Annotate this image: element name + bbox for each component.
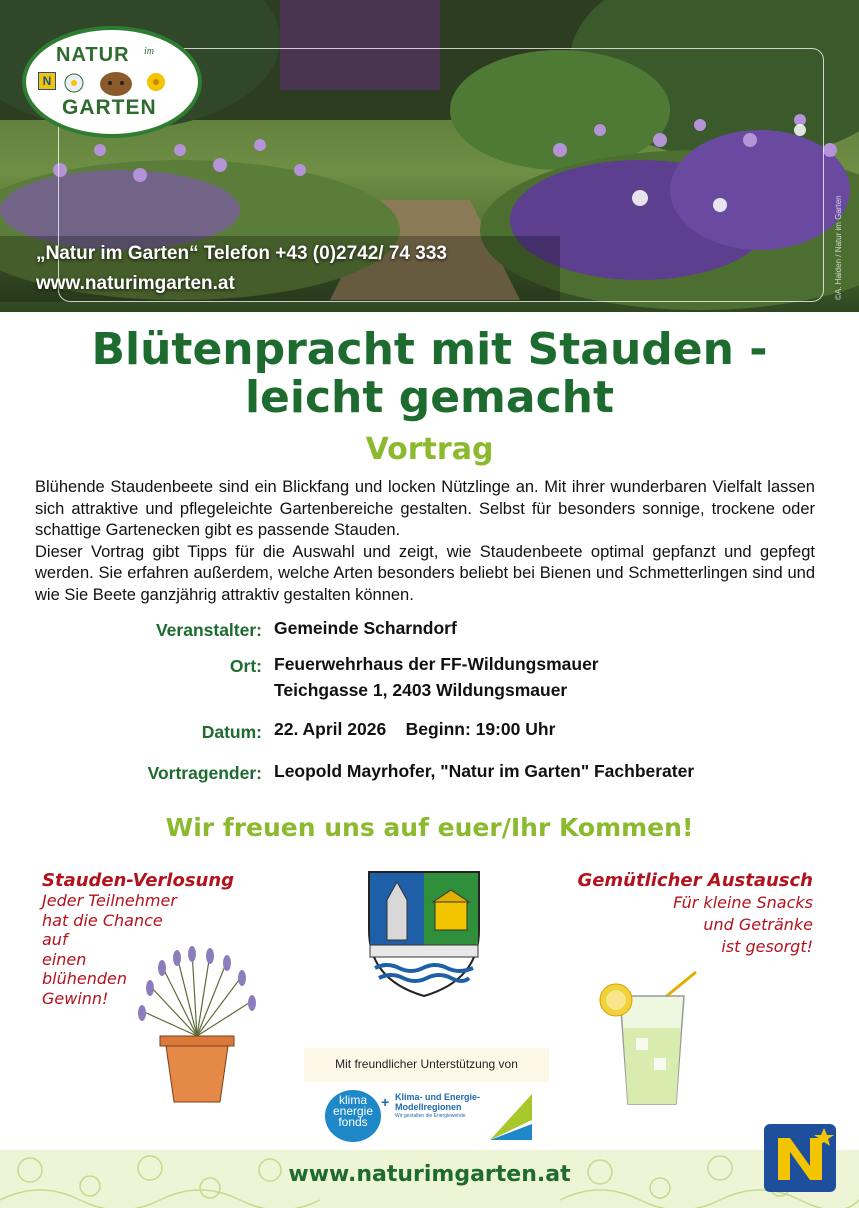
phone-line: „Natur im Garten“ Telefon +43 (0)2742/ 74 333: [36, 243, 447, 264]
organizer-value: Gemeinde Scharndorf: [274, 618, 457, 638]
noe-logo: [764, 1124, 836, 1192]
footer-website[interactable]: www.naturimgarten.at: [288, 1162, 571, 1187]
natur-im-garten-logo: [22, 26, 202, 138]
raffle-line: auf: [42, 930, 68, 950]
intro-paragraph-2: Dieser Vortrag gibt Tipps für die Auswahl und zeigt, wie Staudenbeete optimal gepfanzt und gepfegt werden. Sie erfahren außerdem, welche Arten besonders beliebt bei Bienen und Schmetterlingen sind und wie Sie Beete ganzjährig attraktiv gestalten können.: [35, 542, 815, 604]
logo-text-garten: GARTEN: [62, 96, 157, 119]
social-line: ist gesorgt!: [721, 937, 813, 956]
klima-fonds-line: klima: [338, 1093, 367, 1107]
social-line: und Getränke: [703, 915, 813, 934]
location-line-1: Feuerwehrhaus der FF-Wildungsmauer: [274, 654, 599, 674]
page-title-line-2: leicht gemacht: [244, 372, 615, 423]
raffle-line: einen: [42, 949, 87, 969]
noe-n-icon: [764, 1124, 836, 1192]
social-text: [673, 892, 813, 958]
intro-text: [35, 477, 815, 606]
hero-photo: [0, 0, 859, 312]
date-value: 22. April 2026 Beginn: 19:00 Uhr: [274, 719, 556, 739]
plus-sign: +: [381, 1094, 390, 1110]
speaker-value: Leopold Mayrhofer, "Natur im Garten" Fachberater: [274, 761, 695, 781]
location-line-2: Teichgasse 1, 2403 Wildungsmauer: [274, 680, 568, 700]
kem-logo-subtitle: Wir gestalten die Energiewende: [395, 1113, 466, 1119]
kem-title-line: Modellregionen: [395, 1102, 462, 1112]
raffle-line: Gewinn!: [42, 988, 109, 1008]
event-type: Vortrag: [365, 432, 494, 467]
date-label: Datum:: [201, 722, 262, 742]
klima-energie-fonds-logo: [325, 1090, 381, 1142]
header-website[interactable]: www.naturimgarten.at: [36, 273, 235, 294]
hedgehog-flowers-icon: [60, 68, 172, 98]
raffle-line: hat die Chance: [42, 910, 163, 930]
organizer-label: Veranstalter:: [155, 620, 262, 640]
location-label: Ort:: [229, 656, 262, 676]
logo-text-im: im: [144, 46, 154, 57]
raffle-line: Jeder Teilnehmer: [42, 891, 177, 910]
logo-text-natur: NATUR: [56, 44, 130, 66]
klima-fonds-line: fonds: [338, 1115, 368, 1129]
intro-paragraph-1: Blühende Staudenbeete sind ein Blickfang und locken Nützlinge an. Mit ihrer wunderbaren Vielfalt lassen sich attraktive und pflegeleichte Gartenbereiche gestalten. Selbst für besonders sonnige, trockene oder schattige Gartenecken gibt es passende Stauden.: [35, 478, 815, 539]
coat-of-arms-icon: [367, 870, 481, 998]
welcome-message: Wir freuen uns auf euer/Ihr Kommen!: [165, 813, 694, 842]
page-title-line-1: Blütenpracht mit Stauden -: [91, 324, 768, 375]
photo-credit: ©A. Haiden / Natur im Garten: [834, 195, 843, 300]
speaker-label: Vortragender:: [147, 763, 262, 783]
kem-title-line: Klima- und Energie-: [395, 1092, 481, 1102]
raffle-line: blühenden: [42, 969, 128, 989]
noe-badge-icon: N: [38, 72, 56, 90]
social-heading: Gemütlicher Austausch: [577, 870, 813, 891]
klima-fonds-line: energie: [332, 1104, 374, 1118]
lavender-pot-icon: [132, 946, 262, 1106]
raffle-heading: Stauden-Verlosung: [42, 870, 235, 891]
kem-logo-title: [395, 1092, 480, 1112]
social-line: Für kleine Snacks: [673, 893, 813, 912]
kem-logo-icon: [486, 1090, 536, 1144]
support-text: Mit freundlicher Unterstützung von: [335, 1057, 518, 1071]
lemonade-glass-icon: [596, 968, 706, 1110]
